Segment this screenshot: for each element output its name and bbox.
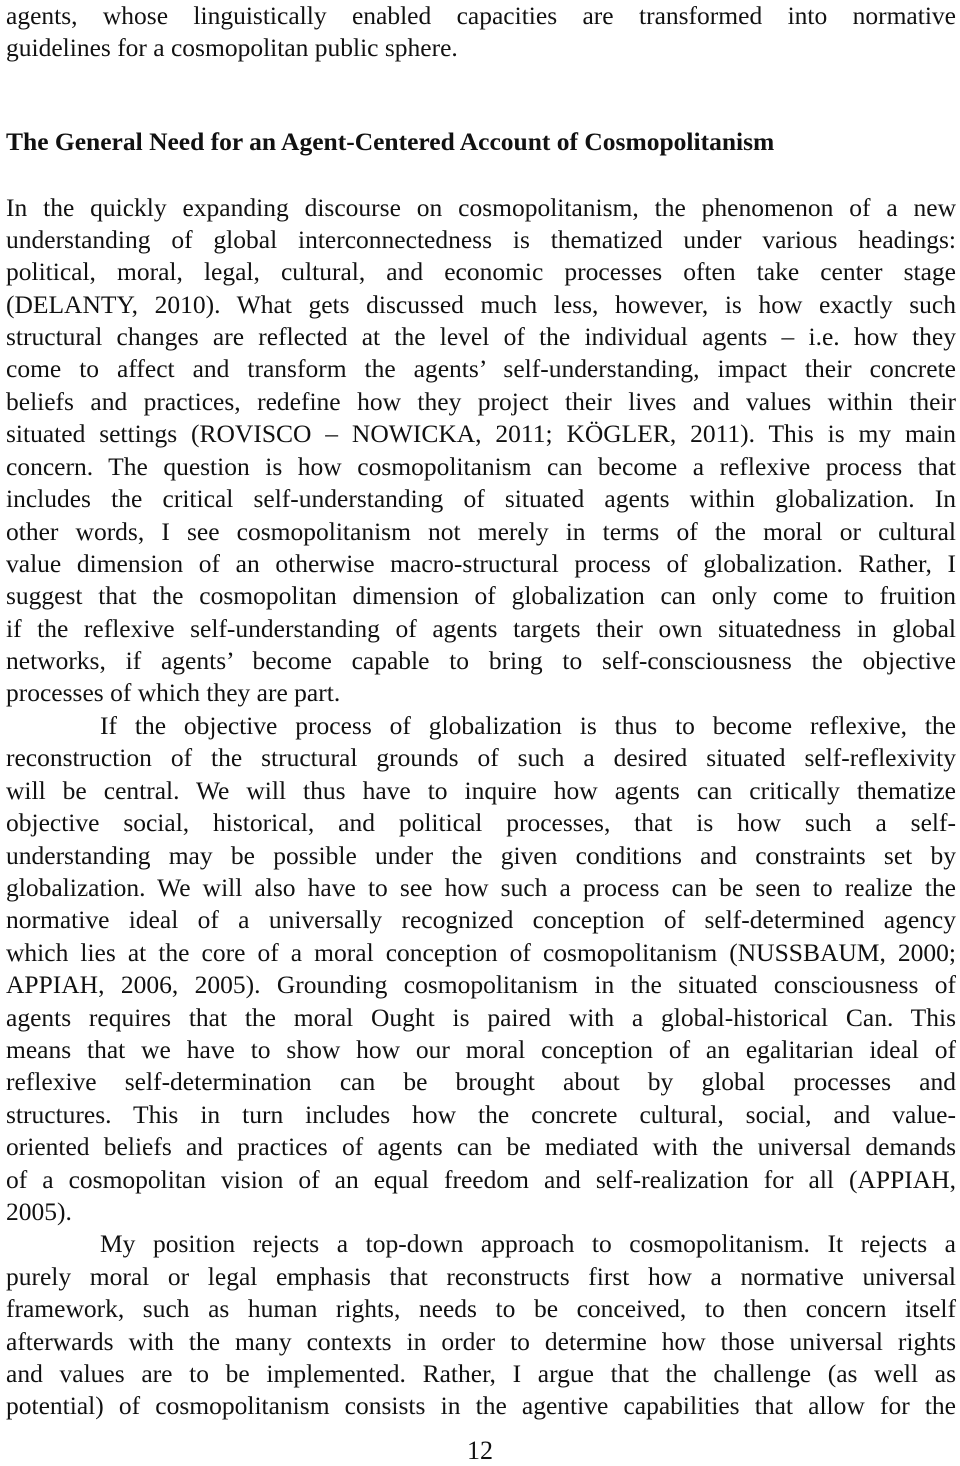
text-line: APPIAH, 2006, 2005). Grounding cosmopolitanism in the situated consciousness of [6, 970, 956, 999]
text-line: suggest that the cosmopolitan dimension of globalization can only come to fruition [6, 581, 956, 610]
text-line: if the reflexive self-understanding of agents targets their own situatedness in global [6, 614, 956, 643]
text-line: reflexive self-determination can be brought about by global processes and [6, 1067, 956, 1096]
text-line: normative ideal of a universally recognized conception of self-determined agency [6, 905, 956, 934]
text-line: reconstruction of the structural grounds of such a desired situated self-reflexivity [6, 743, 956, 772]
text-line: If the objective process of globalization is thus to become reflexive, the [100, 711, 956, 740]
text-line: of a cosmopolitan vision of an equal freedom and self-realization for all (APPIAH, [6, 1165, 956, 1194]
text-line: understanding of global interconnectedness is thematized under various headings: [6, 225, 956, 254]
text-line: and values are to be implemented. Rather, I argue that the challenge (as well as [6, 1359, 956, 1388]
page-number: 12 [467, 1436, 493, 1465]
text-line: networks, if agents’ become capable to bring to self-consciousness the objective [6, 646, 956, 675]
text-line: globalization. We will also have to see how such a process can be seen to realize the [6, 873, 956, 902]
text-line: structural changes are reflected at the level of the individual agents – i.e. how they [6, 322, 956, 351]
text-line: come to affect and transform the agents’ self-understanding, impact their concrete [6, 354, 956, 383]
text-line: agents, whose linguistically enabled capacities are transformed into normative [6, 1, 956, 30]
text-line: In the quickly expanding discourse on cosmopolitanism, the phenomenon of a new [6, 193, 956, 222]
text-line: agents requires that the moral Ought is paired with a global-historical Can. This [6, 1003, 956, 1032]
text-line: structures. This in turn includes how the concrete cultural, social, and value- [6, 1100, 956, 1129]
text-line: includes the critical self-understanding of situated agents within globalization. In [6, 484, 956, 513]
text-line: means that we have to show how our moral conception of an egalitarian ideal of [6, 1035, 956, 1064]
text-line: understanding may be possible under the given conditions and constraints set by [6, 841, 956, 870]
text-line: (DELANTY, 2010). What gets discussed much less, however, is how exactly such [6, 290, 956, 319]
text-line: My position rejects a top-down approach to cosmopolitanism. It rejects a [100, 1229, 956, 1258]
text-line: afterwards with the many contexts in order to determine how those universal rights [6, 1327, 956, 1356]
text-line: potential) of cosmopolitanism consists in the agentive capabilities that allow for the [6, 1391, 956, 1420]
text-line: value dimension of an otherwise macro-structural process of globalization. Rather, I [6, 549, 956, 578]
text-line: objective social, historical, and political processes, that is how such a self- [6, 808, 956, 837]
text-line: purely moral or legal emphasis that reconstructs first how a normative universal [6, 1262, 956, 1291]
text-line: guidelines for a cosmopolitan public sphere. [6, 33, 458, 62]
section-heading: The General Need for an Agent-Centered Account of Cosmopolitanism [6, 127, 775, 156]
text-line: other words, I see cosmopolitanism not merely in terms of the moral or cultural [6, 517, 956, 546]
text-line: political, moral, legal, cultural, and economic processes often take center stage [6, 257, 956, 286]
text-line: framework, such as human rights, needs to be conceived, to then concern itself [6, 1294, 956, 1323]
text-line: will be central. We will thus have to inquire how agents can critically thematize [6, 776, 956, 805]
text-line: 2005). [6, 1197, 72, 1226]
text-line: beliefs and practices, redefine how they project their lives and values within their [6, 387, 956, 416]
text-line: processes of which they are part. [6, 678, 341, 707]
text-line: concern. The question is how cosmopolitanism can become a reflexive process that [6, 452, 956, 481]
text-line: oriented beliefs and practices of agents can be mediated with the universal demands [6, 1132, 956, 1161]
text-line: situated settings (ROVISCO – NOWICKA, 2011; KÖGLER, 2011). This is my main [6, 419, 956, 448]
text-line: which lies at the core of a moral conception of cosmopolitanism (NUSSBAUM, 2000; [6, 938, 956, 967]
